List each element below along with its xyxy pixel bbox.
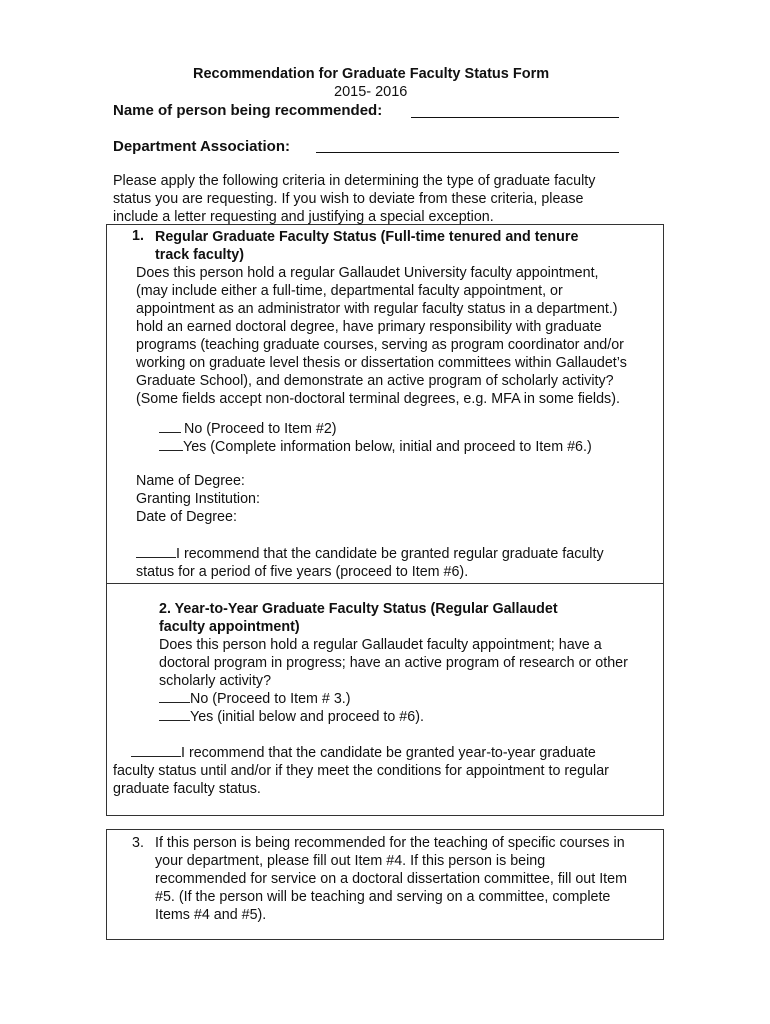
item1-initial-blank[interactable] <box>136 545 176 558</box>
item1-body-line: Does this person hold a regular Gallaudet University faculty appointment, <box>136 265 599 281</box>
item1-body-line: (may include either a full-time, departmental faculty appointment, or <box>136 283 563 299</box>
item1-option-no-text: No (Proceed to Item #2) <box>184 421 337 437</box>
item1-recommend-text: I recommend that the candidate be granted regular graduate faculty <box>176 546 604 562</box>
item3-line: your department, please fill out Item #4. If this person is being <box>155 853 546 869</box>
name-label: Name of person being recommended: <box>113 102 383 119</box>
item1-degree-date: Date of Degree: <box>136 509 237 525</box>
item1-body-line: appointment as an administrator with regular faculty status in a department.) <box>136 301 618 317</box>
item2-recommend-line3: graduate faculty status. <box>113 781 261 797</box>
item1-option-yes <box>159 438 592 456</box>
item1-heading-line: track faculty) <box>155 247 244 263</box>
item1-body-line: programs (teaching graduate courses, serving as program coordinator and/or <box>136 337 624 353</box>
item1-yes-blank[interactable] <box>159 438 183 451</box>
item2-heading-line: 2. Year-to-Year Graduate Faculty Status (Regular Gallaudet <box>159 601 558 617</box>
item1-option-no <box>159 420 337 438</box>
name-field[interactable] <box>411 117 619 118</box>
item1-body-line: Graduate School), and demonstrate an active program of scholarly activity? <box>136 373 614 389</box>
item2-recommend-text: I recommend that the candidate be granted year-to-year graduate <box>181 745 596 761</box>
item2-option-yes <box>159 708 424 726</box>
item2-yes-blank[interactable] <box>159 708 190 721</box>
item2-initial-blank[interactable] <box>131 744 181 757</box>
item2-no-blank[interactable] <box>159 690 190 703</box>
item1-body-line: working on graduate level thesis or dissertation committees within Gallaudet’s <box>136 355 627 371</box>
intro-line: Please apply the following criteria in determining the type of graduate faculty <box>113 173 596 189</box>
item1-recommend <box>136 545 604 563</box>
item3-line: Items #4 and #5). <box>155 907 267 923</box>
item2-body-line: scholarly activity? <box>159 673 272 689</box>
item1-option-yes-text: Yes (Complete information below, initial and proceed to Item #6.) <box>183 439 592 455</box>
department-field[interactable] <box>316 152 619 153</box>
item2-option-no <box>159 690 351 708</box>
item2-heading-line: faculty appointment) <box>159 619 300 635</box>
item1-recommend-line2: status for a period of five years (proceed to Item #6). <box>136 564 469 580</box>
item2-body-line: doctoral program in progress; have an active program of research or other <box>159 655 628 671</box>
item3-line: recommended for service on a doctoral dissertation committee, fill out Item <box>155 871 627 887</box>
item2-option-no-text: No (Proceed to Item # 3.) <box>190 691 351 707</box>
form-title: Recommendation for Graduate Faculty Status Form <box>193 66 550 82</box>
item1-granting-institution: Granting Institution: <box>136 491 260 507</box>
item1-body-line: (Some fields accept non-doctoral terminal degrees, e.g. MFA in some fields). <box>136 391 620 407</box>
intro-line: include a letter requesting and justifying a special exception. <box>113 209 494 225</box>
item1-no-blank[interactable] <box>159 420 181 433</box>
item1-body-line: hold an earned doctoral degree, have primary responsibility with graduate <box>136 319 602 335</box>
intro-line: status you are requesting. If you wish to deviate from these criteria, please <box>113 191 584 207</box>
item2-recommend <box>131 744 596 762</box>
item2-option-yes-text: Yes (initial below and proceed to #6). <box>190 709 424 725</box>
item3-line: If this person is being recommended for the teaching of specific courses in <box>155 835 625 851</box>
item1-degree-name: Name of Degree: <box>136 473 245 489</box>
item3-number: 3. <box>132 835 144 851</box>
item3-line: #5. (If the person will be teaching and serving on a committee, complete <box>155 889 611 905</box>
item2-body-line: Does this person hold a regular Gallaudet faculty appointment; have a <box>159 637 602 653</box>
form-year: 2015- 2016 <box>334 84 408 100</box>
department-label: Department Association: <box>113 138 290 155</box>
item1-heading-line: Regular Graduate Faculty Status (Full-time tenured and tenure <box>155 229 579 245</box>
item1-number: 1. <box>132 228 144 244</box>
item2-recommend-line2: faculty status until and/or if they meet the conditions for appointment to regular <box>113 763 609 779</box>
